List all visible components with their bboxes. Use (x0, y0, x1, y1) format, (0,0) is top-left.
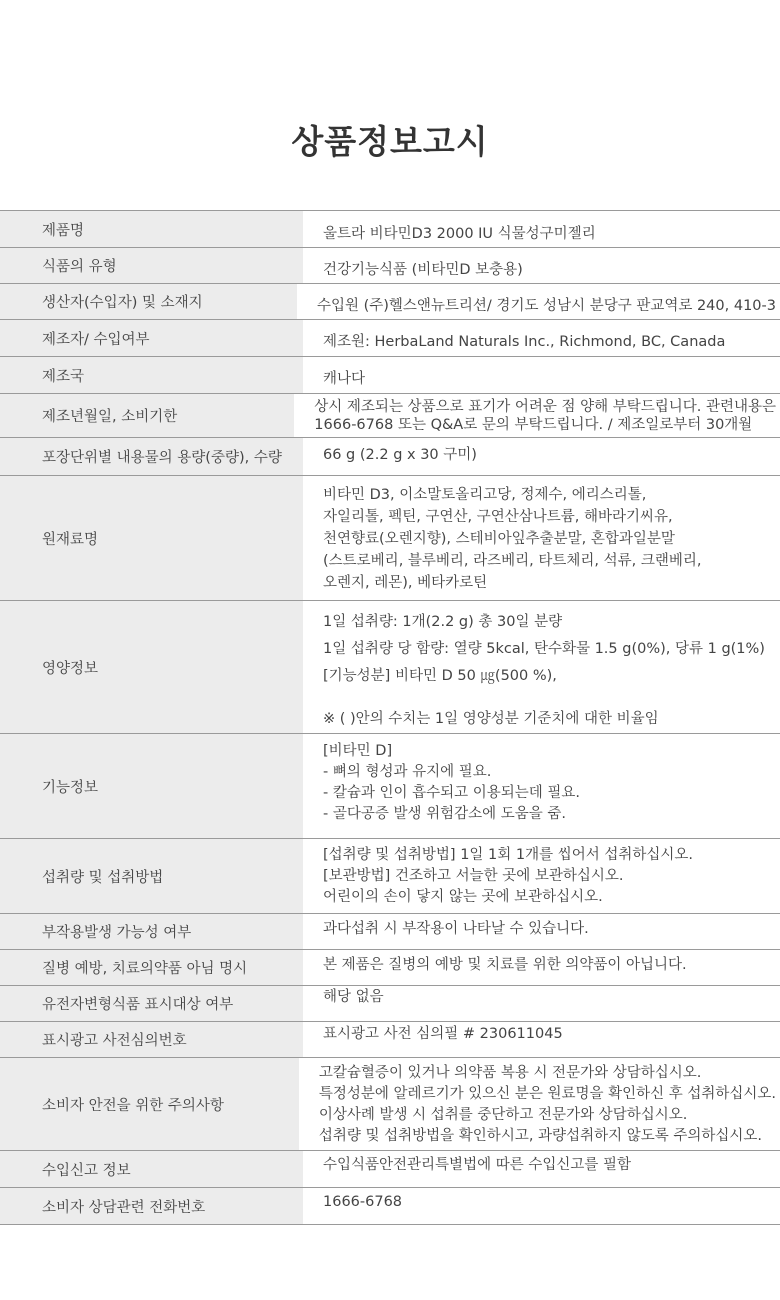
page-title: 상품정보고시 (291, 122, 489, 161)
value-line: 고칼슘혈증이 있거나 의약품 복용 시 전문가와 상담하십시오. (318, 1065, 702, 1081)
row-label: 영양정보 (0, 601, 303, 733)
table-row (0, 438, 780, 476)
row-value (303, 357, 780, 393)
value-line: 건강기능식품 (비타민D 보충용) (323, 262, 523, 278)
table-row (0, 914, 780, 950)
row-value (303, 320, 780, 356)
value-line: - 골다공증 발생 위험감소에 도움을 줌. (323, 806, 566, 822)
value-line: 어린이의 손이 닿지 않는 곳에 보관하십시오. (323, 889, 603, 905)
row-label: 제조년월일, 소비기한 (0, 394, 294, 437)
table-row (0, 601, 780, 734)
row-label: 제조국 (0, 357, 303, 393)
row-value (303, 1151, 780, 1187)
table-row (0, 357, 780, 394)
row-value (303, 601, 780, 733)
value-line: 울트라 비타민D3 2000 IU 식물성구미젤리 (323, 226, 596, 242)
value-line: [기능성분] 비타민 D 50 ㎍(500 %), (323, 668, 557, 684)
value-line: 수입식품안전관리특별법에 따른 수입신고를 필함 (323, 1157, 631, 1173)
row-value (303, 914, 780, 949)
row-value (303, 1188, 780, 1224)
table-row (0, 839, 780, 914)
table-row (0, 320, 780, 357)
value-line: 1666-6768 또는 Q&A로 문의 부탁드립니다. / 제조일로부터 30개월 (314, 417, 753, 433)
value-line: - 칼슘과 인이 흡수되고 이용되는데 필요. (323, 785, 580, 801)
value-line: 캐나다 (323, 371, 366, 387)
row-label: 유전자변형식품 표시대상 여부 (0, 986, 303, 1021)
value-line: 제조원: HerbaLand Naturals Inc., Richmond, BC, Canada (323, 334, 726, 350)
value-line: 수입원 (주)헬스앤뉴트리션/ 경기도 성남시 분당구 판교역로 240, 410-3 (316, 298, 776, 314)
table-row (0, 211, 780, 248)
value-line: - 뼈의 형성과 유지에 필요. (323, 764, 492, 780)
row-value (297, 284, 780, 319)
table-row (0, 734, 780, 839)
value-line: 자일리톨, 펙틴, 구연산, 구연산삼나트륨, 해바라기씨유, (323, 509, 673, 525)
row-value (294, 394, 780, 437)
table-row (0, 1188, 780, 1225)
value-line: 해당 없음 (323, 989, 384, 1005)
row-label: 부작용발생 가능성 여부 (0, 914, 303, 949)
row-value (303, 476, 780, 600)
row-label: 원재료명 (0, 476, 303, 600)
table-row (0, 1058, 780, 1151)
row-value (303, 248, 780, 283)
value-line: 섭취량 및 섭취방법을 확인하시고, 과량섭취하지 않도록 주의하십시오. (318, 1128, 762, 1144)
table-row (0, 248, 780, 284)
row-value (299, 1058, 780, 1150)
table-row (0, 1151, 780, 1188)
row-label: 섭취량 및 섭취방법 (0, 839, 303, 913)
value-line: [비타민 D] (323, 743, 393, 759)
product-info-table (0, 210, 780, 1225)
row-label: 수입신고 정보 (0, 1151, 303, 1187)
value-line: 표시광고 사전 심의필 # 230611045 (323, 1026, 563, 1042)
value-line: 천연향료(오렌지향), 스테비아잎추출분말, 혼합과일분말 (323, 531, 675, 547)
value-line: 오렌지, 레몬), 베타카로틴 (323, 575, 488, 591)
value-line: 본 제품은 질병의 예방 및 치료를 위한 의약품이 아닙니다. (323, 957, 687, 973)
row-label: 제품명 (0, 211, 303, 247)
row-label: 질병 예방, 치료의약품 아님 명시 (0, 950, 303, 985)
row-value (303, 438, 780, 475)
row-value (303, 986, 780, 1021)
value-line: 특정성분에 알레르기가 있으신 분은 원료명을 확인하신 후 섭취하십시오. (318, 1086, 776, 1102)
value-line: 1일 섭취량: 1개(2.2 g) 총 30일 분량 (323, 614, 563, 630)
value-line: 66 g (2.2 g x 30 구미) (323, 447, 477, 463)
row-value (303, 950, 780, 985)
value-line: ※ ( )안의 수치는 1일 영양성분 기준치에 대한 비율임 (323, 711, 659, 727)
table-row (0, 394, 780, 438)
value-line: 이상사례 발생 시 섭취를 중단하고 전문가와 상담하십시오. (318, 1107, 688, 1123)
value-line: 비타민 D3, 이소말토올리고당, 정제수, 에리스리톨, (323, 487, 647, 503)
table-row (0, 476, 780, 601)
row-label: 식품의 유형 (0, 248, 303, 283)
value-line (323, 690, 776, 706)
row-label: 포장단위별 내용물의 용량(중량), 수량 (0, 438, 303, 475)
row-value (303, 734, 780, 838)
value-line: 1일 섭취량 당 함량: 열량 5kcal, 탄수화물 1.5 g(0%), 당류 1 g(1%) (323, 641, 765, 657)
table-row (0, 284, 780, 320)
value-line: 상시 제조되는 상품으로 표기가 어려운 점 양해 부탁드립니다. 관련내용은 (314, 399, 776, 415)
value-line: 1666-6768 (323, 1194, 403, 1210)
row-label: 소비자 상담관련 전화번호 (0, 1188, 303, 1224)
table-row (0, 1022, 780, 1058)
row-value (303, 839, 780, 913)
value-line: 과다섭취 시 부작용이 나타날 수 있습니다. (323, 921, 589, 937)
value-line: [보관방법] 건조하고 서늘한 곳에 보관하십시오. (323, 868, 624, 884)
row-label: 제조자/ 수입여부 (0, 320, 303, 356)
row-value (303, 211, 780, 247)
row-value (303, 1022, 780, 1057)
row-label: 생산자(수입자) 및 소재지 (0, 284, 297, 319)
row-label: 기능정보 (0, 734, 303, 838)
value-line: (스트로베리, 블루베리, 라즈베리, 타트체리, 석류, 크랜베리, (323, 553, 702, 569)
table-row (0, 950, 780, 986)
value-line: [섭취량 및 섭취방법] 1일 1회 1개를 씹어서 섭취하십시오. (323, 847, 694, 863)
row-label: 표시광고 사전심의번호 (0, 1022, 303, 1057)
row-label: 소비자 안전을 위한 주의사항 (0, 1058, 299, 1150)
table-row (0, 986, 780, 1022)
